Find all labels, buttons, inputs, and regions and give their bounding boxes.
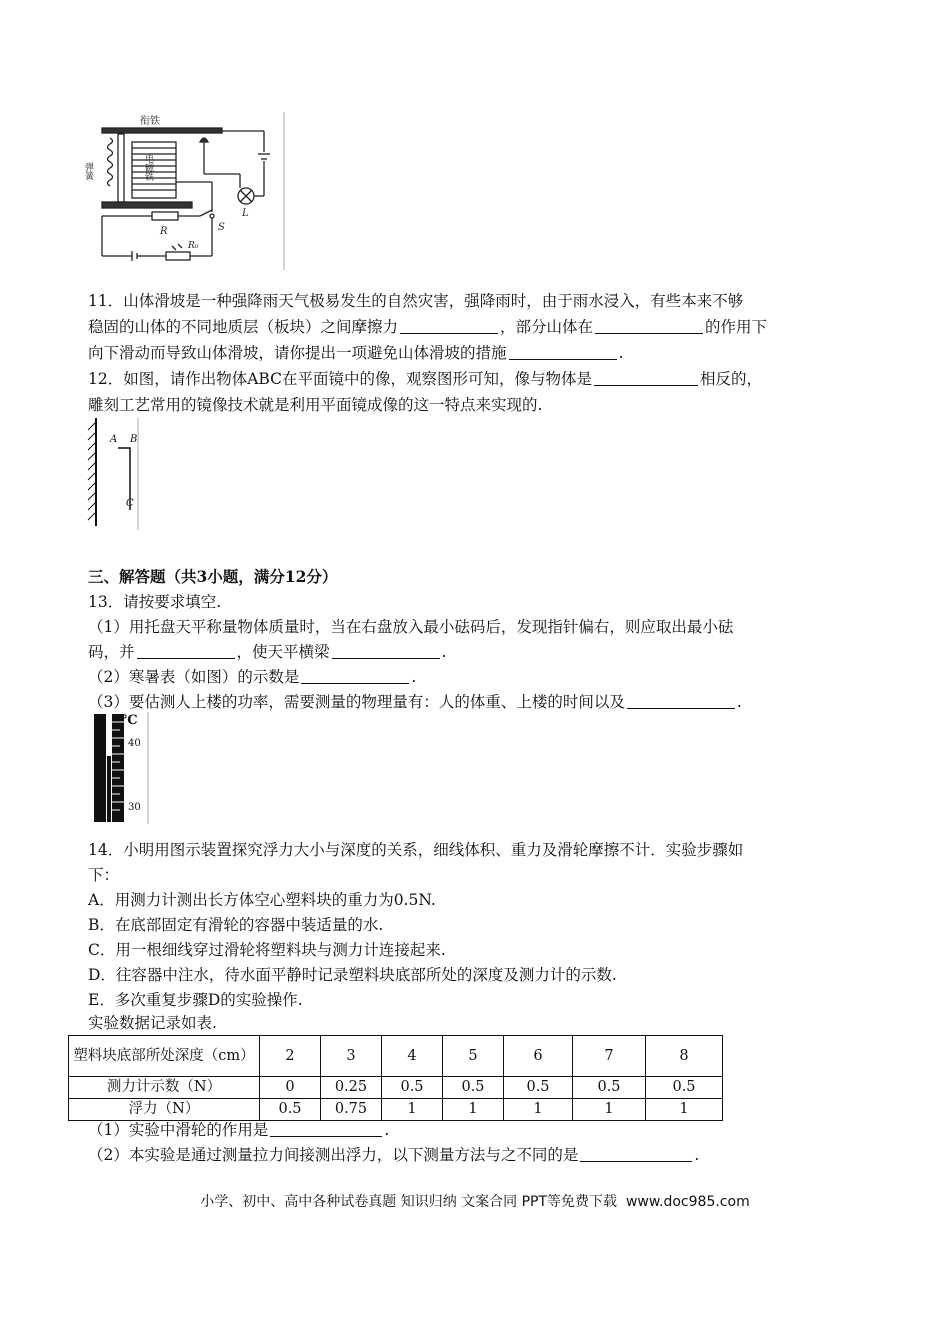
answer-blank[interactable] xyxy=(270,1118,382,1137)
q11-line1: 11．山体滑坡是一种强降雨天气极易发生的自然灾害，强降雨时，由于雨水浸入，有些本来不够 xyxy=(88,292,744,310)
data-table xyxy=(68,1035,723,1121)
table-cell: 0.25 xyxy=(321,1077,382,1099)
q14-step-e: E．多次重复步骤D的实验操作. xyxy=(88,991,303,1009)
q12-text-a: 12．如图，请作出物体ABC在平面镜中的像，观察图形可知，像与物体是 xyxy=(88,370,592,388)
thermometer-figure xyxy=(92,712,152,824)
table-cell: 1 xyxy=(646,1099,723,1121)
table-cell: 0.75 xyxy=(321,1099,382,1121)
thermo-tick-40: 40 xyxy=(128,738,141,749)
table-header-reading: 测力计示数（N） xyxy=(69,1077,260,1099)
q11-text-d: 向下滑动而导致山体滑坡，请你提出一项避免山体滑坡的措施 xyxy=(88,344,507,362)
footer-link[interactable]: www.doc985.com xyxy=(625,1194,750,1210)
q14-text-b: . xyxy=(384,1121,390,1139)
answer-blank[interactable] xyxy=(509,341,617,360)
thermo-tick-30: 30 xyxy=(128,802,141,813)
table-cell: 7 xyxy=(573,1036,646,1077)
table-cell: 0.5 xyxy=(573,1077,646,1099)
table-cell: 1 xyxy=(382,1099,443,1121)
q14-line1: 14．小明用图示装置探究浮力大小与深度的关系，细线体积、重力及滑轮摩擦不计．实验步骤如 xyxy=(88,841,744,859)
answer-blank[interactable] xyxy=(301,665,409,684)
label-A: A xyxy=(110,434,118,445)
q14-text-a: （1）实验中滑轮的作用是 xyxy=(88,1121,269,1139)
q14-text-c: （2）本实验是通过测量拉力间接测出浮力，以下测量方法与之不同的是 xyxy=(88,1146,579,1164)
table-cell: 8 xyxy=(646,1036,723,1077)
q13-text-e: （2）寒暑表（如图）的示数是 xyxy=(88,668,300,686)
answer-blank[interactable] xyxy=(595,315,703,334)
relay-circuit-figure xyxy=(82,112,292,270)
label-lamp: L xyxy=(242,208,249,219)
table-cell: 6 xyxy=(504,1036,573,1077)
q11-text-e: . xyxy=(618,344,624,362)
q11-line2 xyxy=(88,314,868,340)
q14-step-a: A．用测力计测出长方体空心塑料块的重力为0.5N. xyxy=(88,891,436,909)
table-cell: 3 xyxy=(321,1036,382,1077)
q14-text-d: . xyxy=(694,1146,700,1164)
q11-text-a: 稳固的山体的不同地质层（板块）之间摩擦力 xyxy=(88,318,399,336)
table-cell: 2 xyxy=(260,1036,321,1077)
table-cell: 5 xyxy=(443,1036,504,1077)
q13-p1a: （1）用托盘天平称量物体质量时，当在右盘放入最小砝码后，发现指针偏右，则应取出最小砝 xyxy=(88,618,734,636)
thermo-unit: ℃ xyxy=(122,713,138,728)
table-cell: 4 xyxy=(382,1036,443,1077)
answer-blank[interactable] xyxy=(137,640,235,659)
table-cell: 0 xyxy=(260,1077,321,1099)
table-cell: 0.5 xyxy=(646,1077,723,1099)
mirror-figure xyxy=(84,418,144,530)
table-cell: 0.5 xyxy=(504,1077,573,1099)
q13-p2 xyxy=(88,664,868,690)
q11-line3 xyxy=(88,340,868,366)
table-cell: 1 xyxy=(573,1099,646,1121)
q13-p1b xyxy=(88,639,868,665)
q14-step-d: D．往容器中注水，待水面平静时记录塑料块底部所处的深度及测力计的示数. xyxy=(88,966,617,984)
label-armature: 衔铁 xyxy=(140,116,160,127)
footer-text: 小学、初中、高中各种试卷真题 知识归纳 文案合同 PPT等免费下载 xyxy=(200,1194,618,1210)
q13-text-b: 码，并 xyxy=(88,643,135,661)
q14-step-c: C．用一根细线穿过滑轮将塑料块与测力计连接起来. xyxy=(88,941,446,959)
q13-text-c: ，使天平横梁 xyxy=(236,643,330,661)
q14-line2: 下： xyxy=(88,866,120,884)
table-header-depth: 塑料块底部所处深度（cm） xyxy=(69,1036,260,1077)
q13-text-d: . xyxy=(441,643,447,661)
label-spring: 弹簧 xyxy=(83,162,93,180)
q14-step-b: B．在底部固定有滑轮的容器中装适量的水. xyxy=(88,916,384,934)
table-cell: 0.5 xyxy=(443,1077,504,1099)
q12-line1 xyxy=(88,366,868,392)
table-row xyxy=(69,1036,723,1077)
table-row xyxy=(69,1077,723,1099)
page-footer xyxy=(0,1191,950,1211)
q13-title: 13．请按要求填空. xyxy=(88,593,222,611)
table-cell: 0.5 xyxy=(382,1077,443,1099)
q11-text-c: 的作用下 xyxy=(705,318,768,336)
answer-blank[interactable] xyxy=(627,690,735,709)
label-C: C xyxy=(126,498,134,509)
q14-table-intro: 实验数据记录如表. xyxy=(88,1014,217,1032)
table-header-buoyancy: 浮力（N） xyxy=(69,1099,260,1121)
answer-blank[interactable] xyxy=(332,640,440,659)
label-switch: S xyxy=(218,222,225,233)
table-cell: 1 xyxy=(443,1099,504,1121)
answer-blank[interactable] xyxy=(580,1143,692,1162)
q11-text-b: ，部分山体在 xyxy=(500,318,594,336)
label-magnet: 电磁铁 xyxy=(143,154,153,181)
q14-q2 xyxy=(88,1142,868,1168)
q13-text-g: （3）要估测人上楼的功率，需要测量的物理量有：人的体重、上楼的时间以及 xyxy=(88,693,625,711)
q13-p3 xyxy=(88,689,868,715)
answer-blank[interactable] xyxy=(594,367,698,386)
q14-q1 xyxy=(88,1117,868,1143)
q13-text-f: . xyxy=(411,668,417,686)
table-cell: 0.5 xyxy=(260,1099,321,1121)
label-photoresistor: R₀ xyxy=(188,241,199,251)
label-B: B xyxy=(130,434,138,445)
label-resistor: R xyxy=(160,226,168,237)
answer-blank[interactable] xyxy=(400,315,498,334)
section-title: 三、解答题（共3小题，满分12分） xyxy=(88,567,338,586)
q12-line2: 雕刻工艺常用的镜像技术就是利用平面镜成像的这一特点来实现的. xyxy=(88,396,543,414)
q13-text-h: . xyxy=(736,693,742,711)
table-cell: 1 xyxy=(504,1099,573,1121)
q12-text-b: 相反的， xyxy=(699,370,762,388)
